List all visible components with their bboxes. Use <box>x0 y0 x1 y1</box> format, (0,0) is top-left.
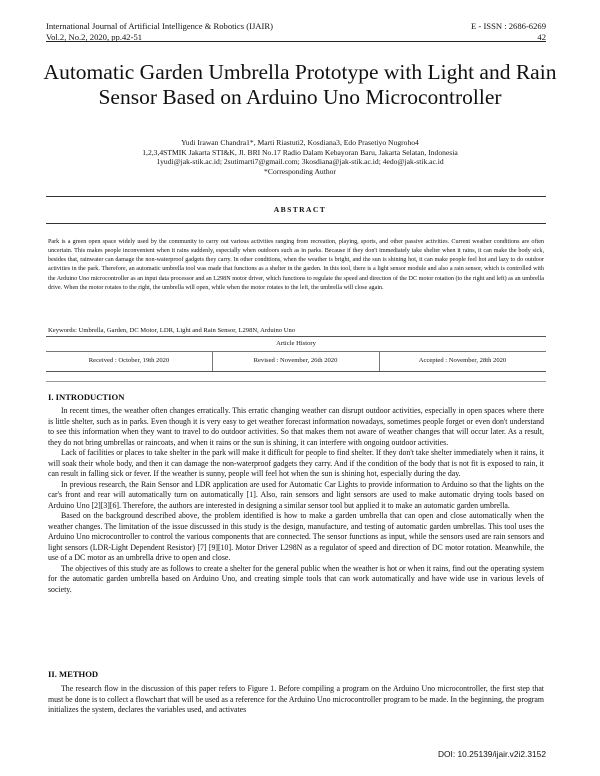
intro-paragraph: The objectives of this study are as follows to create a shelter for the general public when the weather is hot or when it rains, find out the operating system for the automatic garden umbrella based on Arduino Uno, and creating simple tools that can work automatically and have wide use in various levels of society. <box>48 563 544 594</box>
corresponding-note: *Corresponding Author <box>264 166 336 176</box>
abstract-heading: ABSTRACT <box>273 205 327 214</box>
journal-name: International Journal of Artificial Intelligence & Robotics (IJAIR) <box>46 21 273 31</box>
intro-paragraph: Based on the background described above, the problem identified is how to make a garden umbrella that can open and close automatically when the weather changes. The limitation of the issue discussed in this study is the design, manufacture, and testing of automatic garden umbrellas. This tool uses the Arduino Uno microcontroller to control the various components that are connected. The sensor functions as input, while the sensors used are rain sensors and light sensors (LDR-Light Dependent Resistor) [7] [9][10]. Motor Driver L298N as a regulator of speed and direction of DC motor rotation. Meanwhile, the use of a DC motor as an umbrella drive to open and close. <box>48 511 544 562</box>
doi: DOI: 10.25139/ijair.v2i2.3152 <box>437 749 546 759</box>
history-revised: Revised : November, 26th 2020 <box>253 357 338 364</box>
history-divider <box>46 351 546 352</box>
author-emails: 1yudi@jak-stik.ac.id; 2sutimarti7@gmail.com; 3kosdiana@jak-stik.ac.id; 4edo@jak-stik.ac.id <box>156 157 444 167</box>
affiliation: 1,2,3,4STMIK Jakarta STI&K, Jl. BRI No.17 Radio Dalam Kebayoran Baru, Jakarta Selatan, Indonesia <box>142 147 458 157</box>
intro-paragraph: In recent times, the weather often changes erratically. This erratic changing weather can disrupt outdoor activities, especially in open spaces where there is little shelter, such as in parks. Even though it is very easy to get weather forecast information nowadays, sometimes people forget or even don't understand to see this information when they want to travel to do outdoor activities. So that makes them not aware of weather changes that will occur later. As a result, they do not bring umbrellas or raincoats, and when it rains or the sun is shining, it can interfere with ongoing outdoor activities. <box>48 406 544 447</box>
method-body <box>48 684 544 716</box>
history-accepted: Accepted : November, 28th 2020 <box>418 357 507 364</box>
method-paragraph: The research flow in the discussion of this paper refers to Figure 1. Before compiling a program on the Arduino Uno microcontroller, the first step that must be done is to collect a flowchart that will be used as a reference for the Arduino Uno microcontroller program to be made. In the beginning, the program initializes the system, declares the variables used, and activates <box>48 684 544 714</box>
paper-title: Automatic Garden Umbrella Prototype with Light and Rain Sensor Based on Arduino Uno Microcontroller <box>43 60 557 109</box>
intro-paragraph: In previous research, the Rain Sensor and LDR application are used for Automatic Car Lights to provide information to Arduino so that the lights on the car's front and rear will automatically turn on automatically [1]. Also, rain sensors and light sensors are used to make automatic drying tools based on Arduino Uno [2][3][6]. Therefore, the authors are interested in designing a similar sensor tool but applied it to make an automatic garden umbrella. <box>48 479 544 510</box>
history-bottom-rule <box>46 381 546 382</box>
header-left <box>46 21 273 43</box>
history-title: Article History <box>276 340 316 347</box>
abstract-heading-rule <box>46 223 546 224</box>
keywords: Keywords: Umbrella, Garden, DC Motor, LDR, Light and Rain Sensor, L298N, Arduino Uno <box>48 327 296 334</box>
method-heading: II. METHOD <box>48 669 99 679</box>
author-block <box>40 138 560 176</box>
journal-issn: E - ISSN : 2686-6269 <box>471 21 546 31</box>
abstract-text: Park is a green open space widely used by the community to carry out various activities ranging from recreation, playing, sports, and other passive activities. Current weather conditions are often uncertain. This makes people inconvenient when it rains suddenly, especially when outdoors such as in parks. Because if they don't immediately take shelter when it rains, it can make the body sick, besides that, rainwater can damage the non-waterproof gadgets they carry. In other conditions, when the weather is bright, and the sun is shining hot, it can make people feel hot and lazy to do outdoor activities in the park. Therefore, an automatic umbrella tool was made that functions as a shelter in the garden. In this tool, there is a light sensor module and also a rain sensor, which is controlled with the Arduino Uno microcontroller as an input data processor and an L298N motor driver, which functions to regulate the speed and direction of the DC motor rotation (to the right and left) as an umbrella drive. When the motor rotates to the right, the umbrella will open, while when the motor rotates to the left, the umbrella will close again. <box>48 239 544 291</box>
intro-paragraph: Lack of facilities or places to take shelter in the park will make it difficult for people to find shelter. If they don't take shelter immediately when it rains, it will soak their whole body, and then it can damage the non-waterproof gadgets they carry. And if the condition of the body that is not fit is exposed to rain, it can result in falling sick or fever. If the weather is sunny, people will feel hot when the sun is shining hot, especially during the day. <box>48 448 544 478</box>
abstract-top-rule <box>46 196 546 197</box>
introduction-body <box>48 406 544 595</box>
history-received: Received : October, 19th 2020 <box>88 357 170 364</box>
article-history <box>46 336 546 372</box>
journal-volume: Vol.2, No.2, 2020, pp.42-51 <box>46 32 143 42</box>
header-right <box>471 21 546 43</box>
page-number: 42 <box>537 32 546 42</box>
introduction-heading: I. INTRODUCTION <box>48 392 125 402</box>
author-list: Yudi Irawan Chandra1*, Marti Riastuti2, Kosdiana3, Edo Prasetiyo Nugroho4 <box>181 138 419 147</box>
header-divider <box>46 41 546 42</box>
